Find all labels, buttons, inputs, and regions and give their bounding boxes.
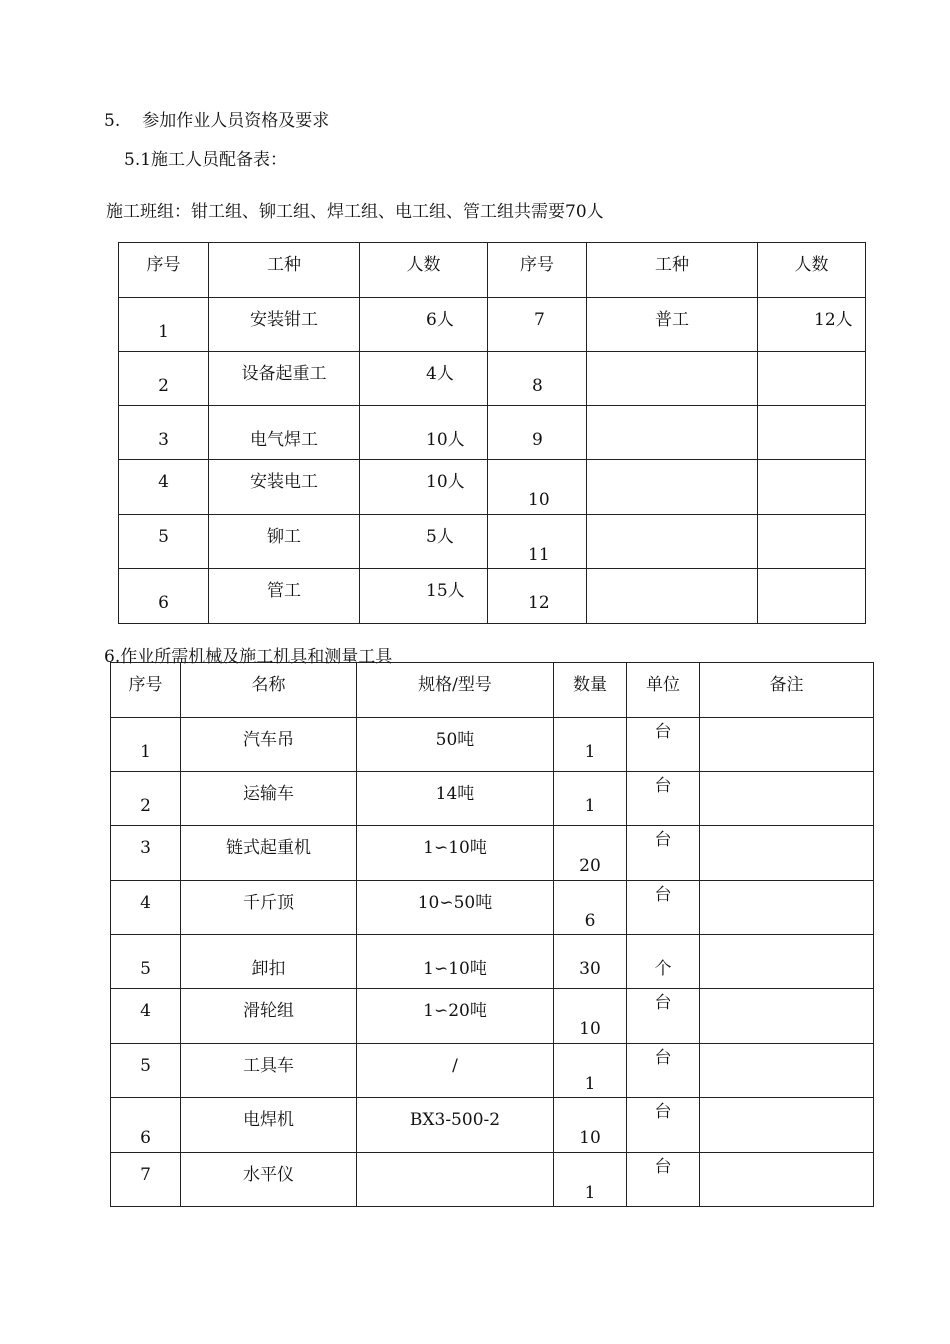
cell-seq: 2 xyxy=(111,772,181,826)
cell-note xyxy=(700,826,874,881)
cell-unit: 台 xyxy=(627,826,700,881)
header-cell: 序号 xyxy=(488,243,587,298)
cell-qty: 6 xyxy=(554,881,627,935)
header-cell: 单位 xyxy=(627,663,700,718)
cell-qty: 10 xyxy=(554,1098,627,1153)
cell-seq: 5 xyxy=(111,1044,181,1098)
cell-seq: 8 xyxy=(488,352,587,406)
cell-trade: 铆工 xyxy=(209,515,360,569)
cell-seq: 4 xyxy=(111,881,181,935)
header-cell: 人数 xyxy=(758,243,866,298)
cell-trade xyxy=(587,569,758,624)
cell-note xyxy=(700,1098,874,1153)
section-5-number: 5. xyxy=(104,111,121,131)
cell-count: 4人 xyxy=(360,352,488,406)
cell-seq: 4 xyxy=(111,989,181,1044)
header-cell: 数量 xyxy=(554,663,627,718)
table-row xyxy=(111,772,874,826)
cell-name: 卸扣 xyxy=(181,935,357,989)
cell-spec: 50吨 xyxy=(357,718,554,772)
cell-trade xyxy=(587,515,758,569)
cell-seq: 2 xyxy=(119,352,209,406)
cell-count: 6人 xyxy=(360,298,488,352)
cell-name: 千斤顶 xyxy=(181,881,357,935)
cell-count: 10人 xyxy=(360,460,488,515)
table-row xyxy=(111,935,874,989)
cell-count xyxy=(758,569,866,624)
staff-table-header-row xyxy=(119,243,866,298)
cell-note xyxy=(700,989,874,1044)
cell-unit: 台 xyxy=(627,1153,700,1207)
table-row xyxy=(111,989,874,1044)
equipment-table-header-row xyxy=(111,663,874,718)
cell-seq: 7 xyxy=(111,1153,181,1207)
cell-name: 工具车 xyxy=(181,1044,357,1098)
table-row xyxy=(111,718,874,772)
staff-table xyxy=(118,242,866,624)
crew-summary: 施工班组：钳工组、铆工组、焊工组、电工组、管工组共需要70人 xyxy=(106,202,604,222)
cell-seq: 3 xyxy=(119,406,209,460)
table-row xyxy=(111,826,874,881)
cell-spec: 14吨 xyxy=(357,772,554,826)
cell-qty: 1 xyxy=(554,1044,627,1098)
cell-count xyxy=(758,515,866,569)
cell-count: 10人 xyxy=(360,406,488,460)
cell-trade: 管工 xyxy=(209,569,360,624)
table-row xyxy=(119,515,866,569)
header-cell: 工种 xyxy=(587,243,758,298)
equipment-table xyxy=(110,662,874,1207)
cell-name: 电焊机 xyxy=(181,1098,357,1153)
table-row xyxy=(111,881,874,935)
table-row xyxy=(119,460,866,515)
cell-seq: 5 xyxy=(111,935,181,989)
cell-unit: 台 xyxy=(627,1098,700,1153)
table-row xyxy=(119,352,866,406)
cell-qty: 20 xyxy=(554,826,627,881)
cell-note xyxy=(700,935,874,989)
cell-count: 15人 xyxy=(360,569,488,624)
cell-qty: 30 xyxy=(554,935,627,989)
section-5-heading xyxy=(104,106,329,131)
cell-name: 链式起重机 xyxy=(181,826,357,881)
cell-name: 滑轮组 xyxy=(181,989,357,1044)
cell-count: 5人 xyxy=(360,515,488,569)
cell-seq: 4 xyxy=(119,460,209,515)
cell-trade xyxy=(587,406,758,460)
header-cell: 序号 xyxy=(111,663,181,718)
cell-name: 水平仪 xyxy=(181,1153,357,1207)
cell-spec: BX3-500-2 xyxy=(357,1098,554,1153)
cell-seq: 12 xyxy=(488,569,587,624)
cell-seq: 6 xyxy=(119,569,209,624)
header-cell: 序号 xyxy=(119,243,209,298)
cell-seq: 9 xyxy=(488,406,587,460)
table-row xyxy=(111,1153,874,1207)
cell-trade: 普工 xyxy=(587,298,758,352)
cell-qty: 1 xyxy=(554,1153,627,1207)
cell-trade: 电气焊工 xyxy=(209,406,360,460)
cell-spec: 1∽20吨 xyxy=(357,989,554,1044)
header-cell: 工种 xyxy=(209,243,360,298)
cell-count: 12人 xyxy=(758,298,866,352)
header-cell: 名称 xyxy=(181,663,357,718)
cell-seq: 3 xyxy=(111,826,181,881)
header-cell: 规格/型号 xyxy=(357,663,554,718)
cell-name: 运输车 xyxy=(181,772,357,826)
cell-spec: 1∽10吨 xyxy=(357,826,554,881)
cell-seq: 6 xyxy=(111,1098,181,1153)
cell-note xyxy=(700,1153,874,1207)
cell-note xyxy=(700,772,874,826)
cell-spec: 1∽10吨 xyxy=(357,935,554,989)
table-row xyxy=(111,1044,874,1098)
cell-unit: 台 xyxy=(627,718,700,772)
cell-spec: 10∽50吨 xyxy=(357,881,554,935)
cell-seq: 1 xyxy=(119,298,209,352)
cell-trade: 安装钳工 xyxy=(209,298,360,352)
cell-unit: 台 xyxy=(627,1044,700,1098)
section-6-heading: 6.作业所需机械及施工机具和测量工具 xyxy=(104,647,393,667)
table-row xyxy=(119,569,866,624)
cell-trade xyxy=(587,352,758,406)
cell-seq: 10 xyxy=(488,460,587,515)
cell-note xyxy=(700,1044,874,1098)
cell-unit: 台 xyxy=(627,881,700,935)
cell-count xyxy=(758,460,866,515)
cell-seq: 5 xyxy=(119,515,209,569)
cell-qty: 1 xyxy=(554,718,627,772)
section-5-title: 参加作业人员资格及要求 xyxy=(142,111,330,131)
subsection-5-1-heading: 5.1施工人员配备表： xyxy=(124,150,288,170)
cell-unit: 个 xyxy=(627,935,700,989)
cell-count xyxy=(758,352,866,406)
cell-trade xyxy=(587,460,758,515)
cell-name: 汽车吊 xyxy=(181,718,357,772)
cell-spec xyxy=(357,1153,554,1207)
table-row xyxy=(119,406,866,460)
header-cell: 备注 xyxy=(700,663,874,718)
cell-unit: 台 xyxy=(627,989,700,1044)
cell-count xyxy=(758,406,866,460)
header-cell: 人数 xyxy=(360,243,488,298)
cell-trade: 设备起重工 xyxy=(209,352,360,406)
cell-spec: / xyxy=(357,1044,554,1098)
table-row xyxy=(111,1098,874,1153)
cell-note xyxy=(700,718,874,772)
cell-seq: 11 xyxy=(488,515,587,569)
cell-seq: 7 xyxy=(488,298,587,352)
cell-qty: 10 xyxy=(554,989,627,1044)
cell-unit: 台 xyxy=(627,772,700,826)
cell-qty: 1 xyxy=(554,772,627,826)
cell-seq: 1 xyxy=(111,718,181,772)
cell-note xyxy=(700,881,874,935)
cell-trade: 安装电工 xyxy=(209,460,360,515)
table-row xyxy=(119,298,866,352)
